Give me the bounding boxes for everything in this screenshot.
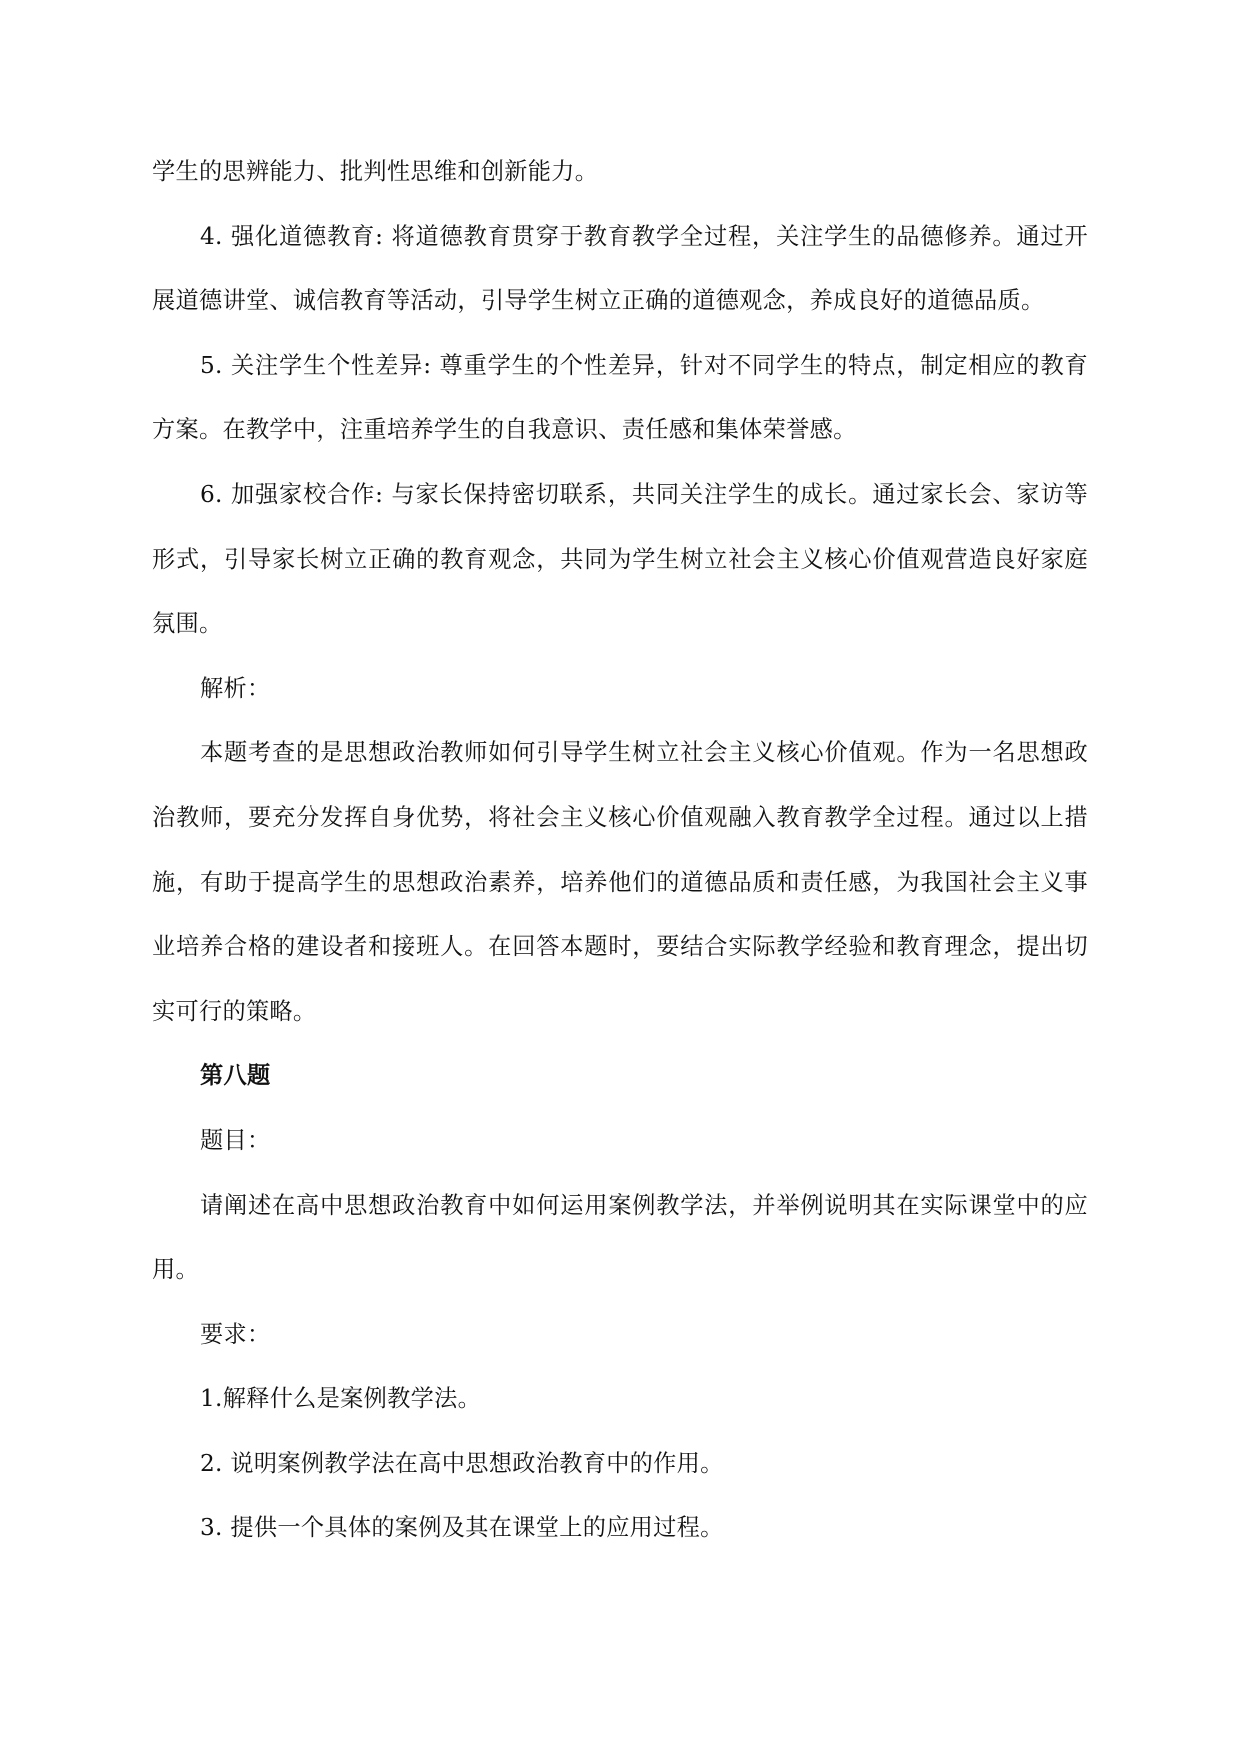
- requirement-item-1: 1.解释什么是案例教学法。: [200, 1385, 482, 1413]
- analysis-label: 解析：: [200, 674, 271, 702]
- question-paragraph: 请阐述在高中思想政治教育中如何运用案例教学法，并举例说明其在实际课堂中的应用。: [152, 1191, 1088, 1284]
- paragraph-continuation: 学生的思辨能力、批判性思维和创新能力。: [152, 158, 599, 185]
- paragraph-item-4-moral-education: 4. 强化道德教育: 将道德教育贯穿于教育教学全过程，关注学生的品德修养。通过开展道德讲堂、诚信教育等活动，引导学生树立正确的道德观念，养成良好的道德品质。: [152, 222, 1088, 315]
- section-heading: 第八题: [200, 1062, 271, 1090]
- requirement-item-3: 3. 提供一个具体的案例及其在课堂上的应用过程。: [200, 1514, 724, 1542]
- requirements-label: 要求：: [200, 1320, 271, 1348]
- paragraph-item-6-home-school: 6. 加强家校合作: 与家长保持密切联系，共同关注学生的成长。通过家长会、家访等形式，引导家长树立正确的教育观念，共同为学生树立社会主义核心价值观营造良好家庭氛围。: [152, 480, 1088, 638]
- requirement-item-2: 2. 说明案例教学法在高中思想政治教育中的作用。: [200, 1449, 724, 1477]
- analysis-paragraph: 本题考查的是思想政治教师如何引导学生树立社会主义核心价值观。作为一名思想政治教师，要充分发挥自身优势，将社会主义核心价值观融入教育教学全过程。通过以上措施，有助于提高学生的思想政治素养，培养他们的道德品质和责任感，为我国社会主义事业培养合格的建设者和接班人。在回答本题时，要结合实际教学经验和教育理念，提出切实可行的策略。: [152, 739, 1088, 1025]
- document-body: [152, 140, 1088, 1561]
- paragraph-item-5-individual-differences: 5. 关注学生个性差异: 尊重学生的个性差异，针对不同学生的特点，制定相应的教育方案。在教学中，注重培养学生的自我意识、责任感和集体荣誉感。: [152, 351, 1088, 444]
- question-label: 题目：: [200, 1126, 271, 1154]
